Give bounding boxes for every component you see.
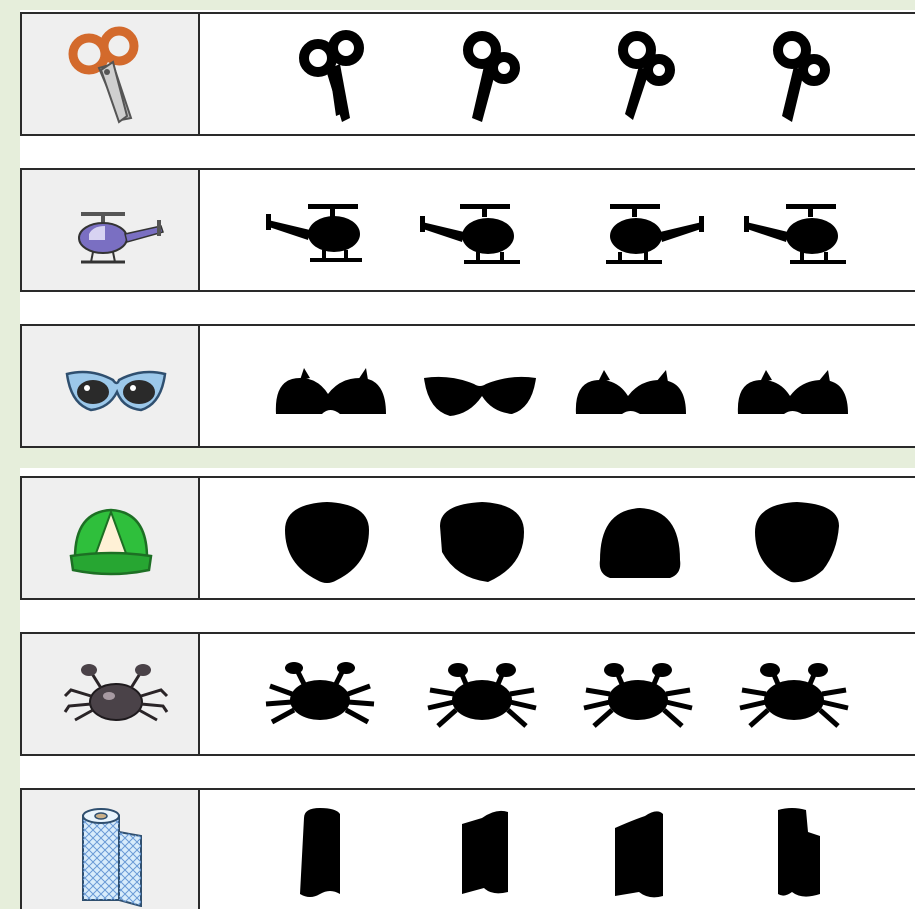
paper-towel-silhouette-1[interactable]: [290, 802, 370, 902]
background-band-top: [0, 0, 915, 10]
paper-towel-silhouette-2[interactable]: [452, 802, 532, 902]
row-paper-towel: [20, 788, 915, 909]
sunglasses-silhouette-1[interactable]: [270, 338, 390, 438]
reference-cell-paper-towel: [22, 790, 200, 909]
paper-towel-icon: [61, 802, 161, 907]
cap-silhouette-4[interactable]: [747, 490, 847, 590]
crab-icon: [61, 646, 171, 746]
crab-silhouette-4[interactable]: [734, 646, 854, 746]
sunglasses-icon: [61, 338, 171, 438]
row-helicopter: [20, 168, 915, 292]
scissors-silhouette-3[interactable]: [597, 26, 687, 126]
crab-silhouette-1[interactable]: [260, 646, 380, 746]
background-band-middle: [0, 448, 915, 468]
helicopter-silhouette-1[interactable]: [260, 182, 380, 282]
reference-cell-scissors: [22, 14, 200, 134]
row-scissors: [20, 12, 915, 136]
scissors-silhouette-4[interactable]: [752, 26, 842, 126]
helicopter-silhouette-3[interactable]: [592, 182, 712, 282]
paper-towel-silhouette-3[interactable]: [605, 802, 685, 902]
row-cap: [20, 476, 915, 600]
reference-cell-helicopter: [22, 170, 200, 290]
reference-cell-cap: [22, 478, 200, 598]
paper-towel-silhouette-4[interactable]: [762, 802, 842, 902]
cap-silhouette-2[interactable]: [432, 490, 532, 590]
crab-silhouette-2[interactable]: [422, 646, 542, 746]
reference-cell-sunglasses: [22, 326, 200, 446]
crab-silhouette-3[interactable]: [578, 646, 698, 746]
cap-icon: [61, 490, 161, 590]
helicopter-silhouette-4[interactable]: [734, 182, 854, 282]
row-sunglasses: [20, 324, 915, 448]
scissors-icon: [61, 26, 161, 126]
sunglasses-silhouette-4[interactable]: [732, 338, 852, 438]
cap-silhouette-1[interactable]: [277, 490, 377, 590]
background-band-left: [0, 0, 20, 909]
sunglasses-silhouette-3[interactable]: [570, 338, 690, 438]
scissors-silhouette-1[interactable]: [290, 26, 380, 126]
cap-silhouette-3[interactable]: [590, 490, 690, 590]
scissors-silhouette-2[interactable]: [442, 26, 532, 126]
sunglasses-silhouette-2[interactable]: [420, 338, 540, 438]
row-crab: [20, 632, 915, 756]
reference-cell-crab: [22, 634, 200, 754]
helicopter-silhouette-2[interactable]: [412, 182, 532, 282]
helicopter-icon: [61, 182, 171, 282]
